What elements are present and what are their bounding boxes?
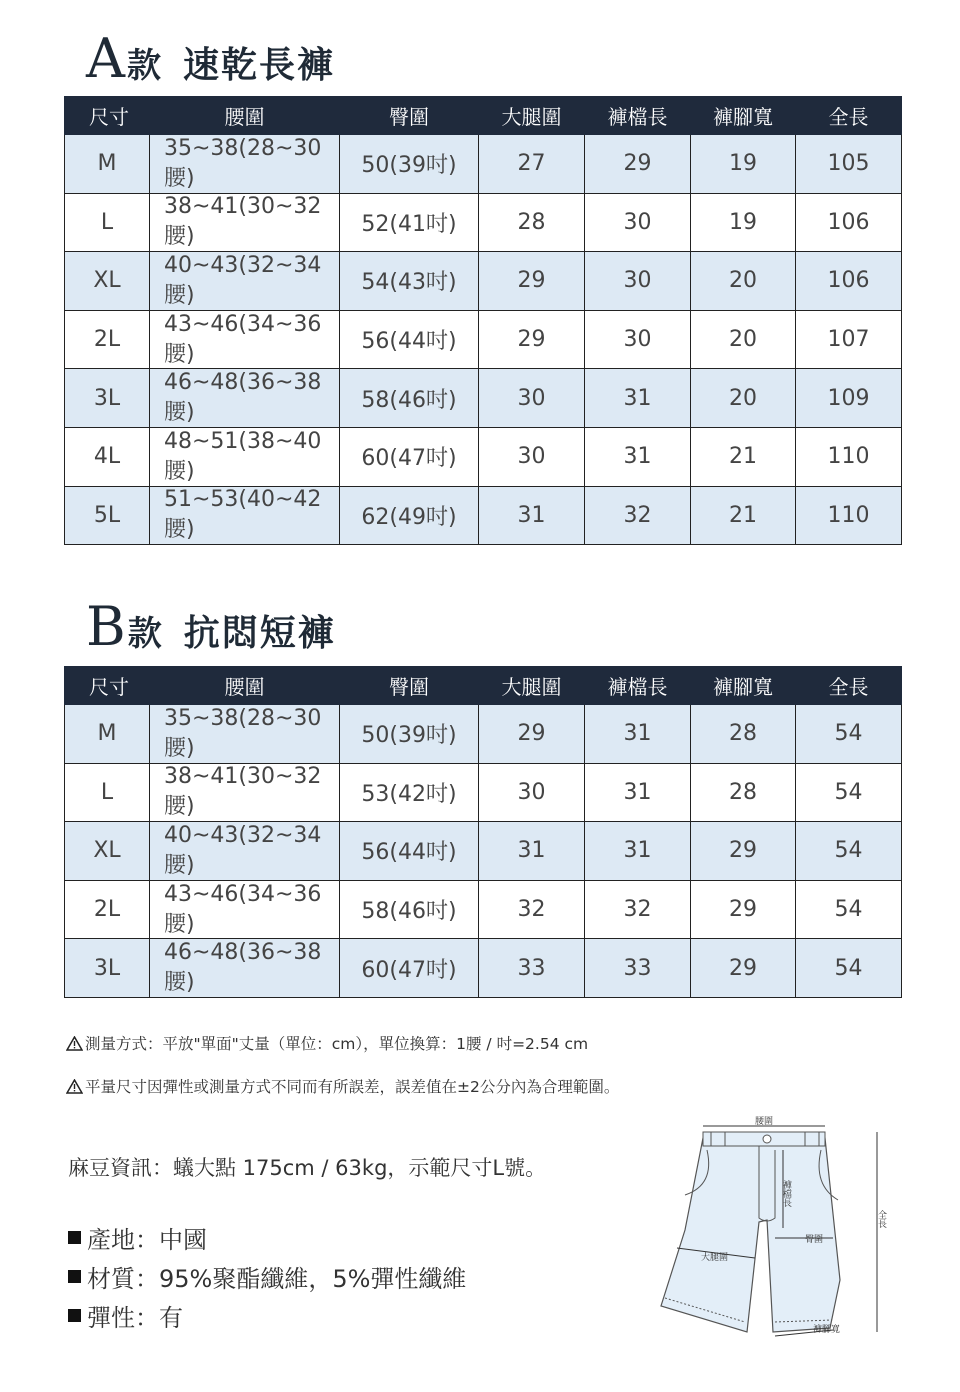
table-cell: 29 bbox=[691, 880, 796, 939]
table-cell: 30 bbox=[585, 310, 691, 369]
table-cell: 28 bbox=[479, 193, 585, 252]
table-cell: 32 bbox=[585, 486, 691, 545]
table-cell: 2L bbox=[65, 880, 150, 939]
diagram-waist-label: 腰圍 bbox=[755, 1117, 774, 1127]
table-cell: XL bbox=[65, 252, 150, 311]
header-cell: 褲腳寬 bbox=[691, 667, 796, 705]
table-cell: 58(46吋) bbox=[340, 369, 479, 428]
diagram-thigh-label: 大腿圍 bbox=[701, 1253, 729, 1263]
header-cell: 大腿圍 bbox=[479, 667, 585, 705]
table-cell: M bbox=[65, 135, 150, 194]
table-row bbox=[65, 822, 902, 881]
table-cell: 52(41吋) bbox=[340, 193, 479, 252]
table-cell: 40~43(32~34腰) bbox=[150, 252, 340, 311]
section-b-name: 抗悶短褲 bbox=[183, 612, 336, 654]
table-cell: 28 bbox=[691, 705, 796, 764]
error-note bbox=[66, 1075, 619, 1097]
table-cell: 21 bbox=[691, 427, 796, 486]
table-cell: 29 bbox=[585, 135, 691, 194]
table-cell: 48~51(38~40腰) bbox=[150, 427, 340, 486]
table-cell: 33 bbox=[585, 939, 691, 998]
table-cell: 29 bbox=[479, 705, 585, 764]
table-cell: 53(42吋) bbox=[340, 763, 479, 822]
table-cell: 46~48(36~38腰) bbox=[150, 369, 340, 428]
table-cell: 30 bbox=[479, 369, 585, 428]
table-cell: 107 bbox=[796, 310, 902, 369]
section-b-title bbox=[86, 595, 336, 658]
table-cell: 3L bbox=[65, 369, 150, 428]
table-cell: 31 bbox=[585, 369, 691, 428]
table-row bbox=[65, 193, 902, 252]
table-a-header bbox=[65, 97, 902, 135]
header-cell: 褲腳寬 bbox=[691, 97, 796, 135]
table-cell: M bbox=[65, 705, 150, 764]
table-cell: 20 bbox=[691, 310, 796, 369]
size-table-b bbox=[64, 666, 902, 998]
table-cell: 43~46(34~36腰) bbox=[150, 310, 340, 369]
header-cell: 全長 bbox=[796, 97, 902, 135]
table-cell: 19 bbox=[691, 193, 796, 252]
spec-material bbox=[68, 1259, 466, 1294]
table-cell: 105 bbox=[796, 135, 902, 194]
table-cell: 110 bbox=[796, 486, 902, 545]
header-cell: 褲檔長 bbox=[585, 667, 691, 705]
table-cell: 31 bbox=[585, 705, 691, 764]
diagram-rise-label: 褲檔長 bbox=[781, 1180, 791, 1207]
table-cell: 31 bbox=[585, 763, 691, 822]
table-cell: 31 bbox=[479, 822, 585, 881]
table-row bbox=[65, 705, 902, 764]
table-cell: 50(39吋) bbox=[340, 135, 479, 194]
spec-elasticity-text: 彈性：有 bbox=[87, 1304, 183, 1332]
table-cell: 35~38(28~30腰) bbox=[150, 705, 340, 764]
header-cell: 臀圍 bbox=[340, 667, 479, 705]
table-row bbox=[65, 369, 902, 428]
table-row bbox=[65, 252, 902, 311]
table-cell: L bbox=[65, 763, 150, 822]
table-cell: 50(39吋) bbox=[340, 705, 479, 764]
table-cell: 33 bbox=[479, 939, 585, 998]
header-cell: 尺寸 bbox=[65, 97, 150, 135]
table-cell: 30 bbox=[479, 763, 585, 822]
table-cell: 54(43吋) bbox=[340, 252, 479, 311]
table-cell: 54 bbox=[796, 939, 902, 998]
table-cell: 56(44吋) bbox=[340, 310, 479, 369]
bullet-square-icon bbox=[68, 1231, 81, 1244]
table-cell: 27 bbox=[479, 135, 585, 194]
header-cell: 尺寸 bbox=[65, 667, 150, 705]
table-cell: 60(47吋) bbox=[340, 427, 479, 486]
table-cell: 21 bbox=[691, 486, 796, 545]
table-cell: 31 bbox=[585, 822, 691, 881]
table-cell: 20 bbox=[691, 369, 796, 428]
table-cell: 28 bbox=[691, 763, 796, 822]
spec-origin bbox=[68, 1220, 207, 1255]
spec-origin-text: 產地：中國 bbox=[87, 1226, 207, 1254]
error-note-text: 平量尺寸因彈性或測量方式不同而有所誤差，誤差值在±2公分內為合理範圍。 bbox=[85, 1078, 620, 1096]
table-cell: 54 bbox=[796, 705, 902, 764]
section-a-title bbox=[86, 27, 336, 90]
header-cell: 全長 bbox=[796, 667, 902, 705]
section-a-kuan: 款 bbox=[127, 46, 161, 86]
table-cell: 32 bbox=[585, 880, 691, 939]
shorts-measurement-diagram bbox=[655, 1110, 895, 1360]
section-a-letter: A bbox=[86, 27, 125, 90]
table-cell: 60(47吋) bbox=[340, 939, 479, 998]
header-cell: 褲檔長 bbox=[585, 97, 691, 135]
table-cell: 29 bbox=[479, 252, 585, 311]
table-cell: 5L bbox=[65, 486, 150, 545]
table-cell: 109 bbox=[796, 369, 902, 428]
diagram-hem-label: 褲腳寬 bbox=[813, 1325, 841, 1335]
diagram-hip-label: 臀圍 bbox=[805, 1235, 824, 1245]
warning-icon bbox=[66, 1036, 83, 1051]
table-cell: 54 bbox=[796, 822, 902, 881]
table-cell: 56(44吋) bbox=[340, 822, 479, 881]
table-cell: XL bbox=[65, 822, 150, 881]
table-cell: 30 bbox=[479, 427, 585, 486]
table-cell: 106 bbox=[796, 252, 902, 311]
model-info: 麻豆資訊：蟻大點 175cm / 63kg，示範尺寸L號。 bbox=[68, 1156, 547, 1180]
table-cell: 32 bbox=[479, 880, 585, 939]
table-cell: 46~48(36~38腰) bbox=[150, 939, 340, 998]
header-cell: 腰圍 bbox=[150, 667, 340, 705]
table-row bbox=[65, 880, 902, 939]
table-cell: 4L bbox=[65, 427, 150, 486]
table-row bbox=[65, 427, 902, 486]
table-row bbox=[65, 763, 902, 822]
spec-elasticity bbox=[68, 1298, 183, 1333]
header-cell: 腰圍 bbox=[150, 97, 340, 135]
table-cell: 3L bbox=[65, 939, 150, 998]
table-cell: 2L bbox=[65, 310, 150, 369]
spec-material-text: 材質：95%聚酯纖維，5%彈性纖維 bbox=[87, 1265, 467, 1293]
warning-icon bbox=[66, 1079, 83, 1094]
header-cell: 臀圍 bbox=[340, 97, 479, 135]
table-cell: 31 bbox=[479, 486, 585, 545]
table-cell: 58(46吋) bbox=[340, 880, 479, 939]
measure-note-text: 測量方式：平放"單面"丈量（單位：cm），單位換算：1腰 / 吋=2.54 cm bbox=[85, 1035, 589, 1053]
table-b-header bbox=[65, 667, 902, 705]
table-row bbox=[65, 939, 902, 998]
table-cell: 38~41(30~32腰) bbox=[150, 763, 340, 822]
table-cell: 29 bbox=[479, 310, 585, 369]
table-row bbox=[65, 135, 902, 194]
header-cell: 大腿圍 bbox=[479, 97, 585, 135]
table-cell: 29 bbox=[691, 939, 796, 998]
section-b-kuan: 款 bbox=[127, 614, 162, 654]
table-cell: 40~43(32~34腰) bbox=[150, 822, 340, 881]
table-cell: 29 bbox=[691, 822, 796, 881]
diagram-length-label: 全長 bbox=[876, 1210, 886, 1228]
table-row bbox=[65, 486, 902, 545]
bullet-square-icon bbox=[68, 1270, 81, 1283]
table-cell: 106 bbox=[796, 193, 902, 252]
table-cell: 31 bbox=[585, 427, 691, 486]
bullet-square-icon bbox=[68, 1309, 81, 1322]
table-cell: 30 bbox=[585, 193, 691, 252]
size-table-a bbox=[64, 96, 902, 545]
table-cell: 43~46(34~36腰) bbox=[150, 880, 340, 939]
section-b-letter: B bbox=[86, 595, 126, 658]
table-cell: 20 bbox=[691, 252, 796, 311]
table-cell: 30 bbox=[585, 252, 691, 311]
measure-note bbox=[66, 1032, 588, 1054]
table-cell: 35~38(28~30腰) bbox=[150, 135, 340, 194]
table-cell: L bbox=[65, 193, 150, 252]
table-cell: 110 bbox=[796, 427, 902, 486]
table-row bbox=[65, 310, 902, 369]
table-cell: 19 bbox=[691, 135, 796, 194]
section-a-name: 速乾長褲 bbox=[183, 44, 336, 86]
table-cell: 62(49吋) bbox=[340, 486, 479, 545]
table-cell: 38~41(30~32腰) bbox=[150, 193, 340, 252]
table-cell: 51~53(40~42腰) bbox=[150, 486, 340, 545]
table-cell: 54 bbox=[796, 763, 902, 822]
table-cell: 54 bbox=[796, 880, 902, 939]
